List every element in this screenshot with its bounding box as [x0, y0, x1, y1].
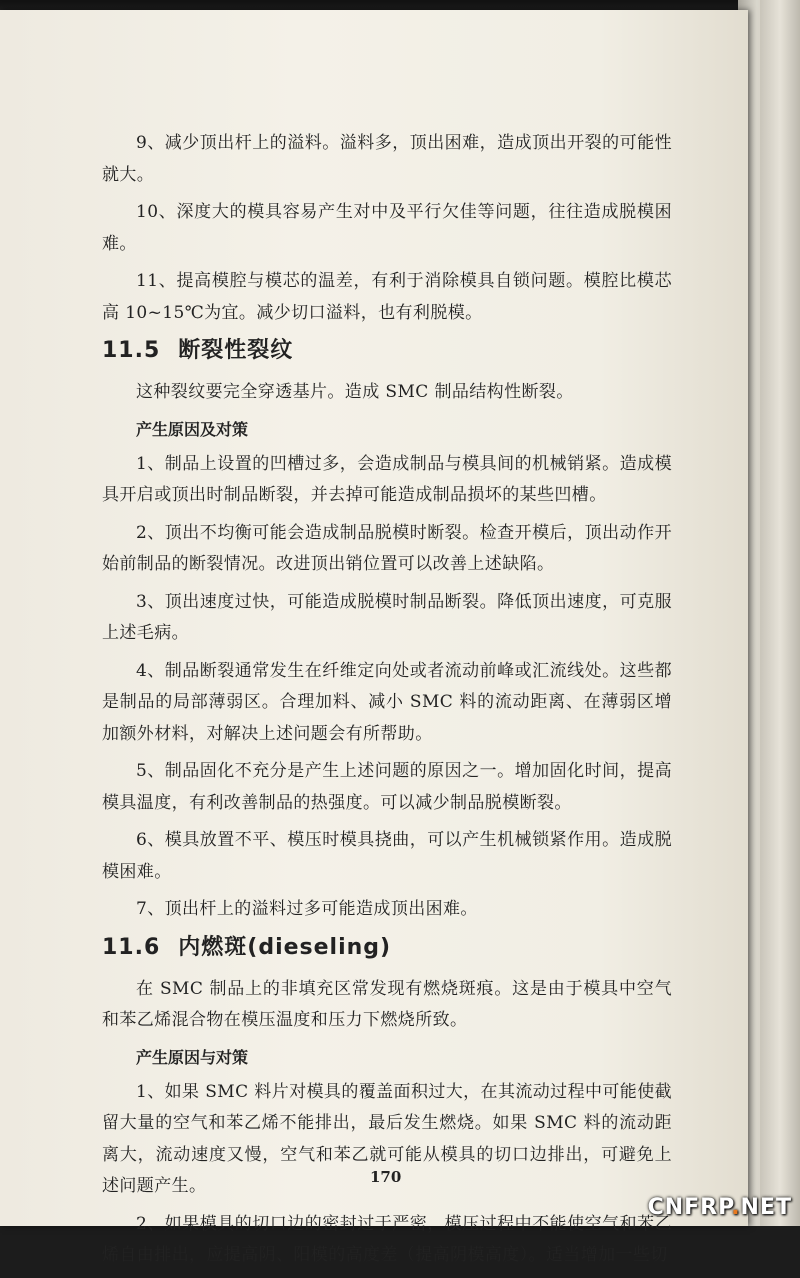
paragraph: 9、减少顶出杆上的溢料。溢料多，顶出困难，造成顶出开裂的可能性就大。 — [102, 133, 672, 185]
section-heading-11-6 — [102, 932, 672, 964]
section-number: 11.6 — [102, 934, 161, 960]
section-intro: 这种裂纹要完全穿透基片。造成 SMC 制品结构性断裂。 — [136, 382, 574, 402]
page-content — [102, 128, 672, 1278]
watermark-prefix: CNFRP — [647, 1195, 732, 1220]
list-item: 5、制品固化不充分是产生上述问题的原因之一。增加固化时间，提高模具温度，有利改善制品的热强度。可以减少制品脱模断裂。 — [102, 761, 672, 813]
subheading: 产生原因与对策 — [136, 1047, 249, 1067]
watermark-suffix: NET — [740, 1195, 792, 1220]
section-number: 11.5 — [102, 338, 161, 363]
list-item: 1、如果 SMC 料片对模具的覆盖面积过大，在其流动过程中可能使截留大量的空气和苯乙烯不能排出，最后发生燃烧。如果 SMC 料的流动距离大，流动速度又慢，空气和苯乙就可能从模具的切口边排出，可避免上述问题产生。 — [102, 1081, 672, 1196]
book-page-edge-inner — [760, 0, 800, 1226]
list-item: 1、制品上设置的凹槽过多，会造成制品与模具间的机械销紧。造成模具开启或顶出时制品断裂，并去掉可能造成制品损坏的某些凹槽。 — [102, 453, 672, 505]
page-number: 170 — [370, 1168, 402, 1186]
paragraph: 10、深度大的模具容易产生对中及平行欠佳等问题，往往造成脱模困难。 — [102, 202, 672, 254]
section-heading-11-5 — [102, 335, 672, 367]
section-intro: 在 SMC 制品上的非填充区常发现有燃烧斑痕。这是由于模具中空气和苯乙烯混合物在模压温度和压力下燃烧所致。 — [102, 978, 672, 1030]
list-item: 4、制品断裂通常发生在纤维定向处或者流动前峰或汇流线处。这些都是制品的局部薄弱区。合理加料、减小 SMC 料的流动距离、在薄弱区增加额外材料，对解决上述问题会有所帮助。 — [102, 660, 672, 744]
watermark-dot: . — [731, 1195, 741, 1220]
list-item: 2、顶出不均衡可能会造成制品脱模时断裂。检查开模后，顶出动作开始前制品的断裂情况。改进顶出销位置可以改善上述缺陷。 — [102, 522, 672, 574]
list-item: 3、顶出速度过快，可能造成脱模时制品断裂。降低顶出速度，可克服上述毛病。 — [102, 591, 672, 643]
section-title: 内燃斑(dieseling) — [178, 934, 392, 960]
list-item: 6、模具放置不平、模压时模具挠曲，可以产生机械锁紧作用。造成脱模困难。 — [102, 830, 672, 882]
subheading: 产生原因及对策 — [136, 419, 249, 439]
watermark-logo — [648, 1195, 792, 1220]
paragraph: 11、提高模腔与模芯的温差，有利于消除模具自锁问题。模腔比模芯高 10~15℃为宜。减少切口溢料，也有利脱模。 — [102, 271, 672, 323]
section-title: 断裂性裂纹 — [178, 338, 294, 363]
list-item: 7、顶出杆上的溢料过多可能造成顶出困难。 — [136, 899, 478, 919]
list-item: 2、如果模具的切口边的密封过于严密，模压过程中不能使空气和苯乙烯自由排出，应提高阴、阳模的高度差（提高阴模高度）。适当增加一些切 — [102, 1213, 672, 1265]
